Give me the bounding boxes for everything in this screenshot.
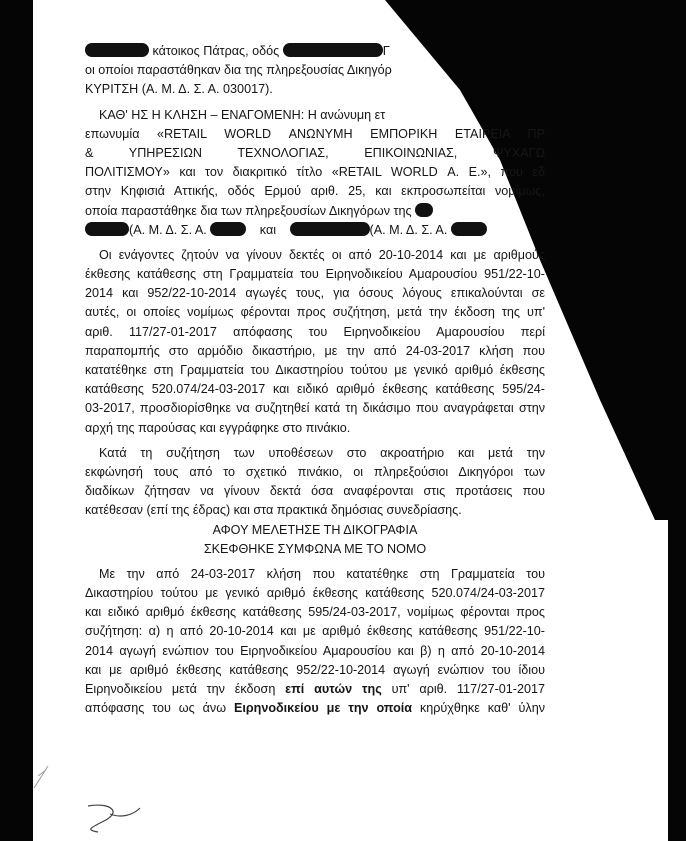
paragraph-1-line-2: οι οποίοι παραστάθηκαν δια της πληρεξουσίας Δικηγόρ — [85, 63, 392, 78]
paragraph-3-line: παραπομπής στο αρμόδιο δικαστήριο, με την από 24-03-2017 κλήση που — [85, 343, 545, 358]
paragraph-2-line-6: οποία παραστάθηκε δια των πληρεξουσίων Δικηγόρων της — [85, 202, 545, 221]
paragraph-1-line-3: ΚΥΡΙΤΣΗ (Α. Μ. Δ. Σ. Α. 030017). — [85, 82, 273, 97]
paragraph-5-line: και με αριθμό έκθεσης κατάθεσης 952/22-10-2014 αγωγή ενώπιον του ίδιου — [85, 662, 545, 677]
paragraph-2-line-7: (Α. Μ. Δ. Σ. Α. και (Α. Μ. Δ. Σ. Α. — [85, 221, 545, 240]
paragraph-3-line: 2014 και 952/22-10-2014 αγωγές τους, για όσους λόγους επικαλούνται σε — [85, 286, 545, 301]
paragraph-4-line: διαδίκων ζήτησαν να γίνουν δεκτά όσα αναφέρονται στις προτάσεις που — [85, 484, 545, 499]
paragraph-3-line: αυτές, οι οποίες νομίμως φέρονται προς συζήτηση, μετά την έκδοση της υπ' — [85, 305, 545, 320]
redaction — [451, 222, 487, 236]
paragraph-2-line-4: ΠΟΛΙΤΙΣΜΟΥ» και τον διακριτικό τίτλο «RETAIL WORLD Α. Ε.», που εδ — [85, 165, 545, 180]
paragraph-2-line-3: & ΥΠΗΡΕΣΙΩΝ ΤΕΧΝΟΛΟΓΙΑΣ, ΕΠΙΚΟΙΝΩΝΙΑΣ, ΨΥΧΑΓΩ — [85, 145, 545, 160]
paragraph-5-line: 2014 αγωγή ενώπιον του Ειρηνοδικείου Αμαρουσίου και β) η από 20-10-2014 — [85, 643, 545, 658]
paragraph-3-line: κατατέθηκε στη Γραμματεία του Δικαστηρίου τούτου με γενικό αριθμό έκθεσης — [85, 363, 545, 377]
paragraph-5-line: Με την από 24-03-2017 κλήση που κατατέθηκε στη Γραμματεία του — [99, 566, 545, 581]
paragraph-5-line: συζήτηση: α) η από 20-10-2014 και με αριθμό έκθεσης κατάθεσης 951/22-10- — [85, 624, 545, 639]
heading-studied-case-file: ΑΦΟΥ ΜΕΛΕΤΗΣΕ ΤΗ ΔΙΚΟΓΡΑΦΙΑ — [212, 522, 418, 537]
redaction — [415, 203, 433, 217]
signature-initials — [80, 800, 150, 836]
paragraph-2-line-2: επωνυμία «RETAIL WORLD ΑΝΩΝΥΜΗ ΕΜΠΟΡΙΚΗ ΕΤΑΙΡΕΙΑ ΠΡ — [85, 126, 545, 141]
paragraph-3-line: αρχή της παρούσας και εγγράφηκε στο πινάκιο. — [85, 420, 351, 435]
redaction — [283, 43, 383, 57]
paragraph-2-line-5: στην Κηφισιά Αττικής, οδός Ερμού αριθ. 25, και εκπροσωπείται νομίμως, — [85, 184, 545, 199]
paragraph-3-line: κατάθεσης 520.074/24-03-2017 και ειδικό αριθμό έκθεσης κατάθεσης 595/24- — [85, 382, 545, 397]
paragraph-1-line-1: κάτοικος Πάτρας, οδός Γ — [85, 42, 545, 61]
paragraph-5-line: Δικαστηρίου τούτου με γενικό αριθμό έκθεσης κατάθεσης 520.074/24-03-2017 — [85, 586, 545, 601]
redaction — [85, 43, 149, 57]
heading-considered-by-law: ΣΚΕΦΘΗΚΕ ΣΥΜΦΩΝΑ ΜΕ ΤΟ ΝΟΜΟ — [203, 541, 427, 556]
paragraph-2-line-1: ΚΑΘ' ΗΣ Η ΚΛΗΣΗ – ΕΝΑΓΟΜΕΝΗ: Η ανώνυμη ετ — [99, 107, 386, 122]
paragraph-5-line: και ειδικό αριθμό έκθεσης κατάθεσης 595/24-03-2017, νομίμως φέρονται προς — [85, 605, 545, 620]
paragraph-3-line: αριθ. 117/27-01-2017 απόφασης του Ειρηνοδικείου Αμαρουσίου περί — [85, 324, 545, 339]
redaction — [290, 222, 370, 236]
paragraph-4-line: Κατά τη συζήτηση των υποθέσεων στο ακροατήριο και μετά την — [99, 445, 545, 460]
paragraph-4-line: κατέθεσαν (επί της έδρας) και στα πρακτικά δημόσιας συνεδρίασης. — [85, 503, 462, 518]
paragraph-5-line: Ειρηνοδικείου μετά την έκδοση επί αυτών της υπ' αριθ. 117/27-01-2017 — [85, 682, 545, 696]
paragraph-4-line: εκφώνησή τους από το σχετικό πινάκιο, οι πληρεξούσιοι Δικηγόροι των — [85, 464, 545, 479]
document-body — [85, 42, 545, 718]
redaction — [85, 222, 129, 236]
paragraph-3-line: 03-2017, προσδιορίσθηκε να συζητηθεί κατά τη δικάσιμο που αναγράφεται στην — [85, 401, 545, 416]
redaction — [210, 222, 246, 236]
margin-pencil-mark — [28, 764, 52, 790]
paragraph-3-line: έκθεσης κατάθεσης στη Γραμματεία του Ειρηνοδικείου Αμαρουσίου 951/22-10- — [85, 267, 545, 282]
paragraph-3-line: Οι ενάγοντες ζητούν να γίνουν δεκτές οι από 20-10-2014 και με αριθμούς — [99, 247, 545, 262]
paragraph-5-line: απόφασης του ως άνω Ειρηνοδικείου με την οποία κηρύχθηκε καθ' ύλην — [85, 701, 545, 716]
